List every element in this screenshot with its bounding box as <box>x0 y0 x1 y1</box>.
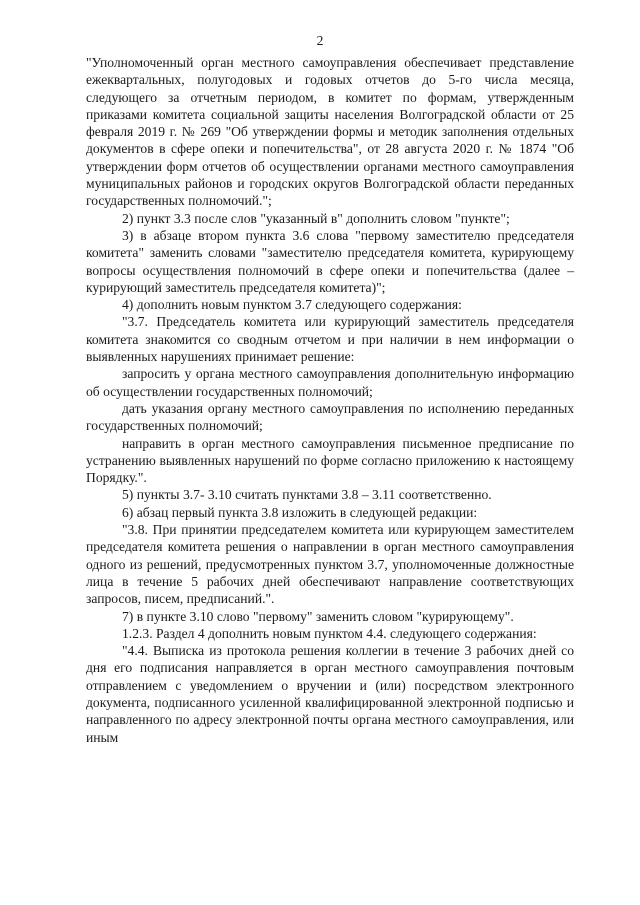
paragraph: "3.8. При принятии председателем комитета или курирующем заместителем председателя комитета решения о направлении в орган местного самоуправления одного из решений, предусмотренных пунктом 3.7, уполномоченные должностные лица в течение 5 рабочих дней обеспечивают направление соответствующих запросов, писем, предписаний.". <box>86 522 574 607</box>
paragraph: запросить у органа местного самоуправления дополнительную информацию об осуществлении государственных полномочий; <box>86 366 574 399</box>
paragraph: 3) в абзаце втором пункта 3.6 слова "первому заместителю председателя комитета" заменить словами "заместителю председателя комитета, курирующему вопросы осуществления полномочий в сфере опеки и попечительства (далее – курирующий заместитель председателя комитета)"; <box>86 227 574 295</box>
paragraph: направить в орган местного самоуправления письменное предписание по устранению выявленных нарушений по форме согласно приложению к настоящему Порядку.". <box>86 435 574 486</box>
paragraph: 2) пункт 3.3 после слов "указанный в" дополнить словом "пункте"; <box>122 210 510 226</box>
paragraph: "4.4. Выписка из протокола решения коллегии в течение 3 рабочих дней со дня его подписания направляется в орган местного самоуправления почтовым отправлением с уведомлением о вручении и (или) посредством электронного документа, подписанного усиленной квалифицированной электронной подписью и направленного по адресу электронной почты органа местного самоуправления, или иным <box>86 643 574 745</box>
document-body <box>86 54 574 746</box>
paragraph: 6) абзац первый пункта 3.8 изложить в следующей редакции: <box>122 504 478 520</box>
page-number: 2 <box>316 33 324 48</box>
paragraph: дать указания органу местного самоуправления по исполнению переданных государственных полномочий; <box>86 400 574 434</box>
paragraph: "3.7. Председатель комитета или курирующий заместитель председателя комитета знакомится со сводным отчетом и при наличии в нем информации о выявленных нарушениях принимает решение: <box>86 314 574 365</box>
paragraph: 4) дополнить новым пунктом 3.7 следующего содержания: <box>122 297 462 313</box>
paragraph: 7) в пункте 3.10 слово "первому" заменить словом "курирующему". <box>122 608 514 624</box>
paragraph: "Уполномоченный орган местного самоуправления обеспечивает представление ежеквартальных, полугодовых и годовых отчетов до 5-го числа месяца, следующего за отчетным периодом, в комитет по формам, утвержденным приказами комитета социальной защиты населения Волгоградской области от 25 февраля 2019 г. № 269 "Об утверждении формы и методик заполнения отдельных документов в сфере опеки и попечительства", от 28 августа 2020 г. № 1874 "Об утверждении форм отчетов об осуществлении органами местного самоуправления муниципальных районов и городских округов Волгоградской области переданных государственных полномочий."; <box>86 55 574 209</box>
paragraph: 1.2.3. Раздел 4 дополнить новым пунктом 4.4. следующего содержания: <box>122 625 537 641</box>
paragraph: 5) пункты 3.7- 3.10 считать пунктами 3.8 – 3.11 соответственно. <box>122 487 492 503</box>
